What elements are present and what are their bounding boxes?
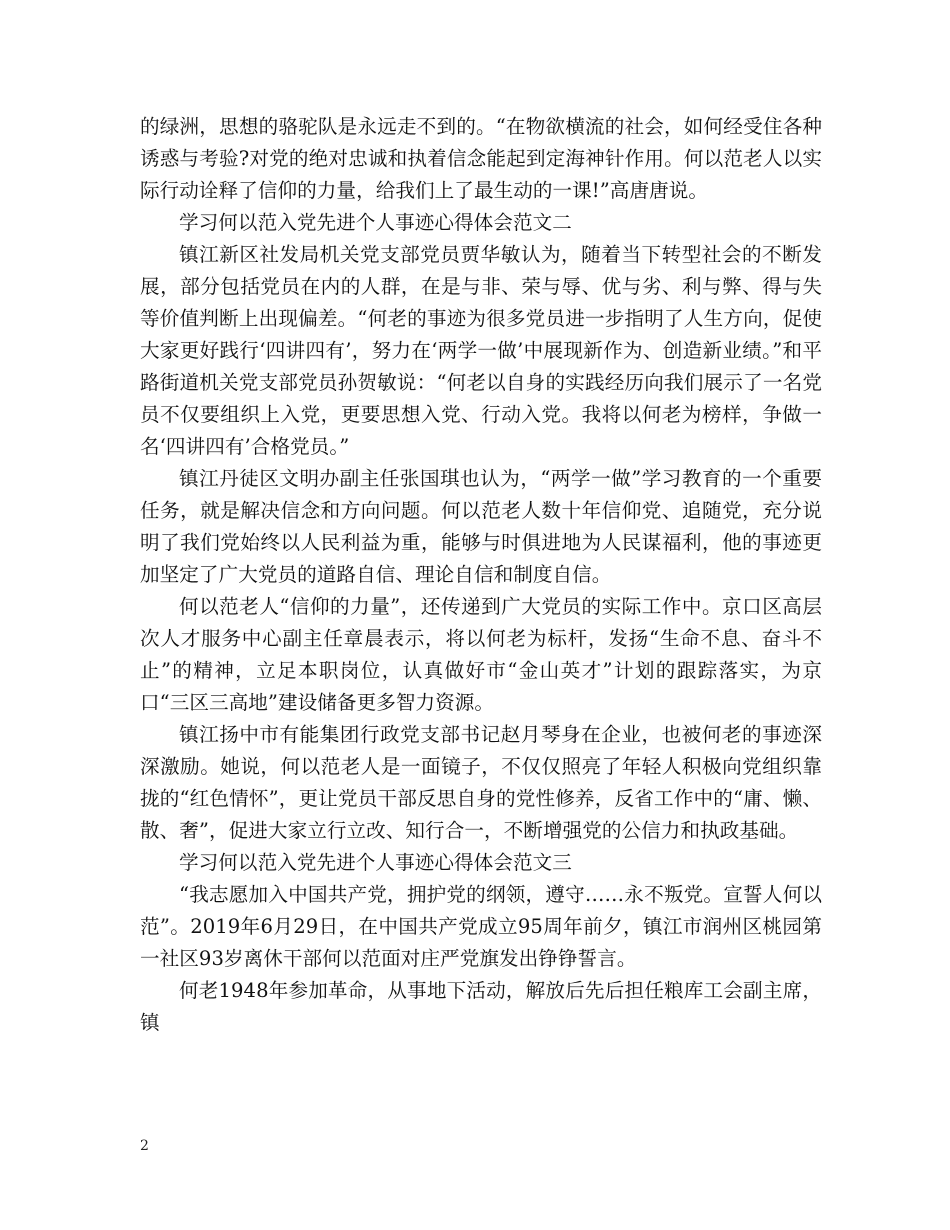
section-heading: 学习何以范入党先进个人事迹心得体会范文三	[179, 851, 572, 874]
paragraph: “我志愿加入中国共产党，拥护党的纲领，遵守……永不叛党。宣誓人何以范”。2019年6月29日，在中国共产党成立95周年前夕，镇江市润州区桃园第一社区93岁离休干部何以范面对庄严党旗发出铮铮誓言。	[140, 883, 822, 970]
section-heading: 学习何以范入党先进个人事迹心得体会范文二	[179, 211, 572, 234]
body-text	[140, 111, 822, 1039]
paragraph: 镇江新区社发局机关党支部党员贾华敏认为，随着当下转型社会的不断发展，部分包括党员在内的人群，在是与非、荣与辱、优与劣、利与弊、得与失等价值判断上出现偏差。“何老的事迹为很多党员进一步指明了人生方向，促使大家更好践行‘四讲四有’，努力在‘两学一做’中展现新作为、创造新业绩。”和平路街道机关党支部党员孙贺敏说：“何老以自身的实践经历向我们展示了一名党员不仅要组织上入党，更要思想入党、行动入党。我将以何老为榜样，争做一名‘四讲四有’合格党员。”	[140, 243, 822, 458]
paragraph: 镇江扬中市有能集团行政党支部书记赵月琴身在企业，也被何老的事迹深深激励。她说，何以范老人是一面镜子，不仅仅照亮了年轻人积极向党组织靠拢的“红色情怀”，更让党员干部反思自身的党性修养，反省工作中的“庸、懒、散、奢”，促进大家立行立改、知行合一，不断增强党的公信力和执政基础。	[140, 723, 822, 842]
paragraph: 何以范老人“信仰的力量”，还传递到广大党员的实际工作中。京口区高层次人才服务中心副主任章晨表示，将以何老为标杆，发扬“生命不息、奋斗不止”的精神，立足本职岗位，认真做好市“金山英才”计划的跟踪落实，为京口“三区三高地”建设储备更多智力资源。	[140, 595, 822, 714]
page-number: 2	[140, 1138, 149, 1154]
paragraph: 的绿洲，思想的骆驼队是永远走不到的。“在物欲横流的社会，如何经受住各种诱惑与考验?对党的绝对忠诚和执着信念能起到定海神针作用。何以范老人以实际行动诠释了信仰的力量，给我们上了最生动的一课!”高唐唐说。	[140, 115, 822, 202]
paragraph: 何老1948年参加革命，从事地下活动，解放后先后担任粮库工会副主席，镇	[140, 979, 822, 1034]
paragraph: 镇江丹徒区文明办副主任张国琪也认为，“两学一做”学习教育的一个重要任务，就是解决信念和方向问题。何以范老人数十年信仰党、追随党，充分说明了我们党始终以人民利益为重，能够与时俱进地为人民谋福利，他的事迹更加坚定了广大党员的道路自信、理论自信和制度自信。	[140, 467, 822, 586]
